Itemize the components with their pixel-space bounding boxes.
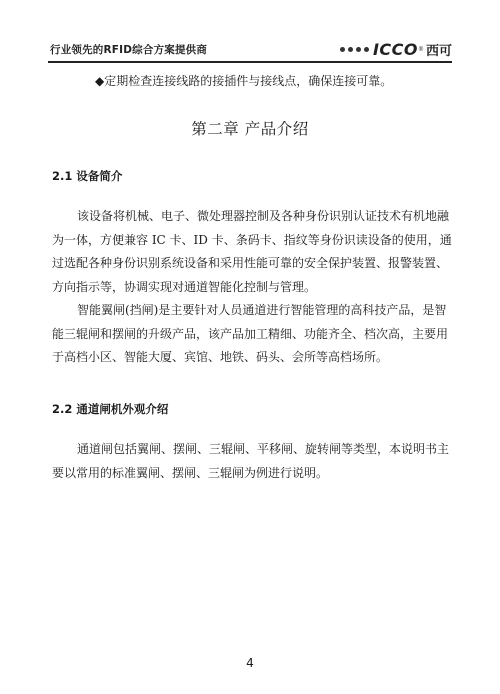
paragraph-line: 能三辊闸和摆闸的升级产品，该产品加工精细、功能齐全、档次高，主要用: [52, 326, 449, 341]
paragraph-line: 该设备将机械、电子、微处理器控制及各种身份识别认证技术有机地融: [77, 209, 450, 223]
paragraph-line: 要以常用的标准翼闸、摆闸、三辊闸为例进行说明。: [52, 465, 329, 480]
paragraph-line: 过选配各种身份识别系统设备和采用性能可靠的安全保护装置、报警装置、: [52, 256, 449, 270]
paragraph-gate-types: [52, 438, 454, 485]
maintenance-bullet: ◆定期检查连接线路的接插件与接线点，确保连接可靠。: [95, 74, 393, 88]
page-number: 4: [246, 656, 254, 670]
logo-registered-mark: ®: [417, 45, 424, 53]
section-heading-2-2: 2.2 通道闸机外观介绍: [52, 402, 169, 416]
paragraph-line: 为一体，方便兼容 IC 卡、ID 卡、条码卡、指纹等身份识读设备的使用，通: [52, 232, 452, 247]
header-tagline: 行业领先的RFID综合方案提供商: [50, 44, 208, 56]
paragraph-line: 智能翼闸(挡闸)是主要针对人员通道进行智能管理的高科技产品，是智: [77, 303, 447, 317]
paragraph-line: 方向指示等，协调实现对通道智能化控制与管理。: [52, 279, 317, 294]
logo-chinese-name: 西可: [425, 43, 452, 59]
header-divider: [48, 61, 452, 63]
paragraph-device-intro: [52, 205, 454, 299]
paragraph-line: 通道闸包括翼闸、摆闸、三辊闸、平移闸、旋转闸等类型，本说明书主: [77, 442, 450, 456]
logo-wordmark: ICCO: [372, 39, 418, 59]
page-header: [48, 36, 452, 60]
paragraph-line: 于高档小区、智能大厦、宾馆、地铁、码头、会所等高档场所。: [52, 350, 389, 364]
chapter-title: 第二章 产品介绍: [191, 120, 309, 138]
logo-dots: [340, 47, 369, 52]
company-logo: [340, 38, 452, 60]
paragraph-wing-gate: [52, 299, 454, 370]
section-heading-2-1: 2.1 设备简介: [52, 169, 123, 183]
